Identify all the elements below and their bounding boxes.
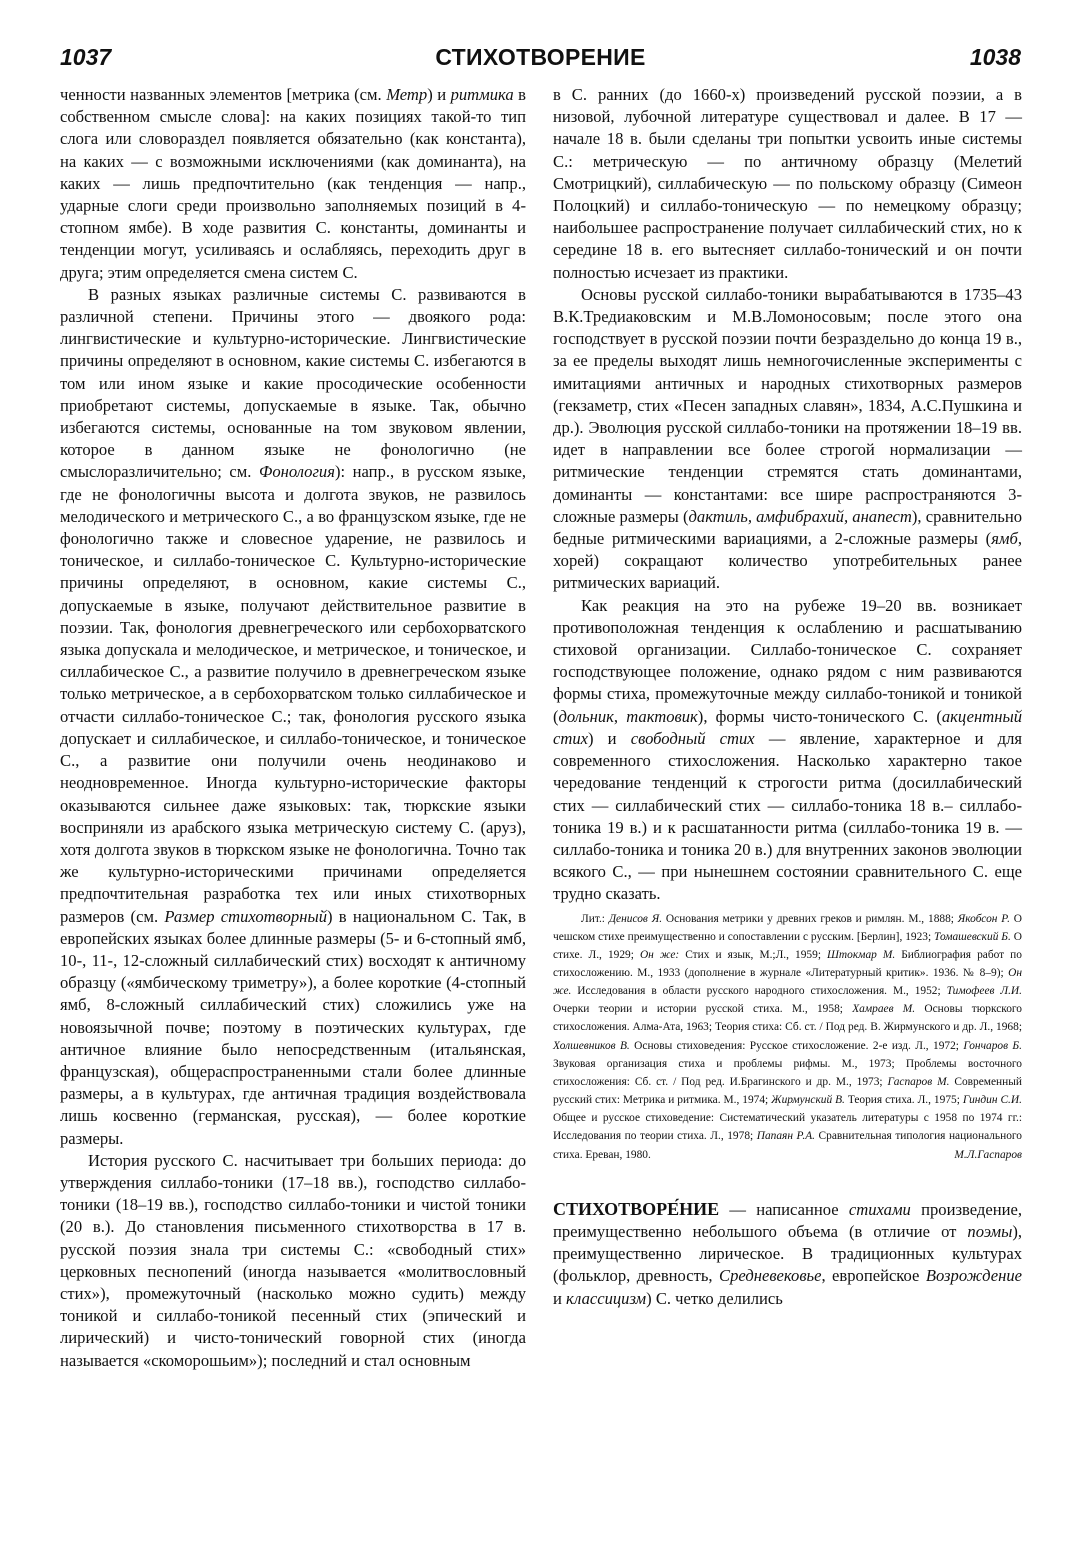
entry-start: СТИХОТВОРЕ́НИЕ — написанное стихами произведение, преимущественно небольшого объема (в отличие от поэмы), преимущественно лирическое. В традиционных культурах (фольклор, древность, Средневековье, европейское Возрождение и классицизм) С. четко делились — [553, 1198, 1022, 1308]
cross-reference: классицизм — [566, 1288, 647, 1308]
cross-reference: Средневековье — [719, 1266, 822, 1286]
bibliography: Лит.: Денисов Я. Основания метрики у древних греков и римлян. М., 1888; Якобсон Р. О чешском стихе преимущественно и сопоставлении с русским. [Берлин], 1923; Томашевский Б. О стихе. Л., 1929; Он же: Стих и язык, М.;Л., 1959; Штокмар М. Библиография работ по стихосложению. М., 1933 (дополнение в журнале «Литературный критик». 1936. № 8–9); Он же. Исследования в области русского народного стихосложения. М., 1952; Тимофеев Л.И. Очерки теории и истории русской стиха. М., 1958; Хамраев М. Основы тюркского стихосложения. Алма-Ата, 1963; Теория стиха: Сб. ст. / Под ред. В. Жирмунского и др. Л., 1968; Холшевников В. Основы стиховедения: Русское стихосложение. 2-е изд. Л., 1972; Гончаров Б. Звуковая организация стиха и проблемы рифмы. М., 1973; Проблемы восточного стихосложения: Сб. ст. / Под ред. И.Брагинского и др. М., 1973; Гаспаров М. Современный русский стих: Метрика и ритмика. М., 1974; Жирмунский В. Теория стиха. Л., 1975; Гиндин С.И. Общее и русское стиховедение: Систематический указатель литературы с 1958 по 1974 гг.: Исследования по теории стиха. Л., 1978; Папаян Р.А. Сравнительная типология национального стиха. Ереван, 1980. М.Л.Гаспаров — [553, 910, 1022, 1164]
cross-reference: свободный стих — [630, 728, 755, 748]
cross-reference: дольник — [558, 706, 614, 726]
left-column — [60, 84, 526, 1372]
page-number-right: 1038 — [969, 44, 1021, 70]
cross-reference: акцентный стих — [553, 706, 1022, 748]
cross-reference: тактовик — [626, 706, 698, 726]
paragraph: В разных языках различные системы С. развиваются в различной степени. Причины этого — двоякого рода: лингвистические и культурно-исторические. Лингвистические причины определяют в основном, какие системы С. избегаются в том или ином языке и какие просодические особенности приобретают системы, допускаемые в языке. Так, обычно избегаются системы, основанные на том звуковом явлении, которое в данном языке не фонологично (не смыслоразличительно; см. Фонология): напр., в русском языке, где не фонологичны высота и долгота звуков, не развилось мелодического и метрического С., а во французском языке, где не фонологично также и словесное ударение, не развилось и тоническое, и силлабо-тоническое С. Культурно-исторические причины определяют, в основном, какие системы С., допускаемые в языке, получают действительное развитие в поэзии. Так, фонология древнегреческого или сербохорватского языка допускала и мелодическое, и метрическое, и тоническое, и силлабическое С., а развитие получило в древнегреческом языке только метрическое, а в сербохорватском только силлабическое и отчасти силлабо-тоническое С.; так, фонология русского языка допускает и силлабическое, и силлабо-тоническое, и тоническое С., а развитие они получили очень неодинаково и неодновременное. Иногда культурно-исторические факторы оказываются сильнее даже языковых: так, тюркские языки восприняли из арабского языка метрическую систему С. (аруз), хотя долгота звуков в тюркском языке не фонологична. Точно так же культурно-историческими причинами определяется предпочтительная разработка тех или иных стихотворных размеров (см. Размер стихотворный) в национальном С. Так, в европейских языках более длинные размеры (5- и 6-стопный ямб, 10-, 11-, 12-сложный силлабический стих) восходят к античному образцу («ямбическому триметру»), а более короткие (4-стопный ямб, 8-сложный силлабический стих) сложились уже на новоязычной почве; поэтому в поэтических культурах, где античное влияние было непосредственным (итальянская, французская), общераспространенными стали более длинные размеры, а в культурах, где античная традиция воздействовала лишь косвенно (германская, русская), — более короткие размеры. — [60, 284, 527, 1148]
cross-reference: поэмы — [967, 1221, 1013, 1241]
cross-reference: ямб — [991, 529, 1018, 549]
cross-reference: ритмика — [450, 85, 514, 104]
author-signature: М.Л.Гаспаров — [954, 1148, 1022, 1161]
cross-reference: Метр — [386, 85, 428, 104]
paragraph: История русского С. насчитывает три больших периода: до утверждения силлабо-тоники (17–18 вв.), господство силлабо-тоники (18–19 вв.), господство силлабо-тоники и чистой тоники (20 в.). До становления письменного стихотворства в 17 в. русской поэзия знала три системы С.: «свободный стих» церковных песнопений (иногда называется «молитвословный стих»), промежуточный (насколько можно судить) между тоникой и силлабо-тоникой песенный стих (эпический и лирический) и чисто-тонический говорной стих (иногда называется «скоморошьим»); последний и стал основным — [60, 1150, 526, 1370]
right-column — [553, 84, 1022, 1310]
cross-reference: Размер стихотворный — [164, 906, 327, 926]
paragraph: в С. ранних (до 1660-х) произведений русской поэзии, а в низовой, лубочной литературе существовал и далее. В 17 — начале 18 в. были сделаны три попытки усвоить иные системы С.: метрическую — по античному образцу (Мелетий Смотрицкий), силлабическую — по польскому образцу (Симеон Полоцкий) и силлабо-тоническую — по немецкому образцу; наибольшее распространение получает силлабический стих, но к середине 18 в. его вытесняет силлабо-тонический и он почти полностью исчезает из практики. — [553, 85, 1022, 282]
running-title: СТИХОТВОРЕНИЕ — [435, 44, 646, 70]
page-header — [60, 44, 1021, 84]
cross-reference: Возрождение — [925, 1266, 1022, 1286]
paragraph: Как реакция на это на рубеже 19–20 вв. возникает противоположная тенденция к ослаблению и расшатыванию стиховой организации. Силлабо-тоническое С. сохраняет господствующее положение, однако рядом с ним развиваются формы стиха, промежуточные между силлабо-тоникой и тоникой (дольник, тактовик), формы чисто-тонического С. (акцентный стих) и свободный стих — явление, характерное и для современного стихосложения. Насколько характерно такое чередование тенденций к строгости ритма (досиллабический стих — силлабический стих — силлабо-тоника 18 в.– силлабо-тоника 19 в.) и к расшатанности ритма (силлабо-тоника 19 в. — силлабо-тоника и тоника 20 в.) для внутренних законов эволюции всякого С., — при нынешнем состоянии сравнительного С. еще трудно сказать. — [553, 595, 1022, 904]
headword: СТИХОТВОРЕ́НИЕ — [553, 1198, 720, 1219]
paragraph: Основы русской силлабо-тоники вырабатываются в 1735–43 В.К.Тредиаковским и М.В.Ломоносовым; после этого она господствует в русской поэзии почти безраздельно до конца 19 в., за ее пределы выходят лишь немногочисленные эксперименты с имитациями античных и народных стихотворных размеров (гекзаметр, стих «Песен западных славян», 1834, А.С.Пушкина и др.). Эволюция русской силлабо-тоники на протяжении 18–19 вв. идет в направлении все более строгой нормализации — ритмические тенденции стремятся стать доминантами, доминанты — константами: все шире распространяются 3-сложные размеры (дактиль, амфибрахий, анапест), сравнительно бедные ритмическими вариациями, а 2-сложные размеры (ямб, хорей) сокращают количество употребительных ранее ритмических вариаций. — [553, 284, 1022, 593]
cross-reference: дактиль, амфибрахий, анапест — [688, 506, 912, 526]
cross-reference: Фонология — [258, 462, 335, 482]
cross-reference: стихами — [848, 1199, 911, 1219]
paragraph: ченности названных элементов [метрика (см. Метр) и ритмика в собственном смысле слова]: на каких позициях такой-то тип слога или словораздел появляется обязательно (как константа), на каких — с возможными исключениями (как доминанта), на каких — лишь предпочтительно (как тенденция — напр., ударные слоги среди произвольно заполняемых позиций в 4-стопном ямбе). В ходе развития С. константы, доминанты и тенденции могут, усиливаясь и ослабляясь, переходить друг в друга; этим определяется смена систем С. — [60, 85, 527, 282]
page-number-left: 1037 — [60, 44, 112, 70]
